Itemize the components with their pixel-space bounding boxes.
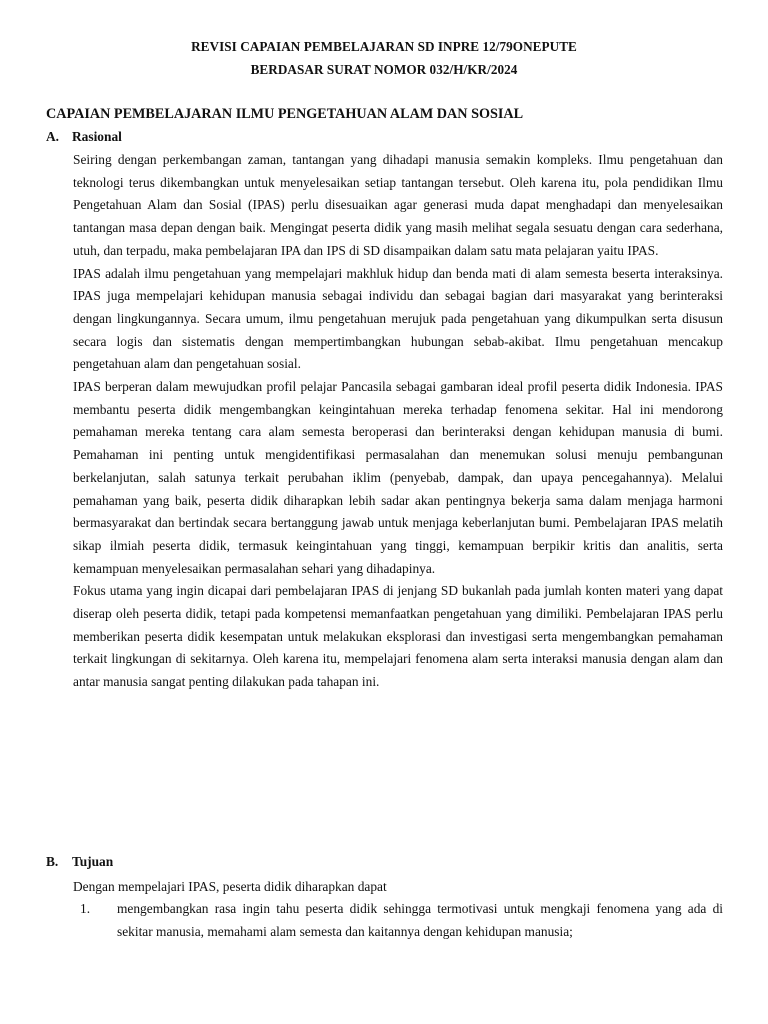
- paragraph: IPAS berperan dalam mewujudkan profil pelajar Pancasila sebagai gambaran ideal profil peserta didik Indonesia. IPAS membantu peserta didik mengembangkan keingintahuan mereka terhadap fenomena sekitar. Hal ini mendorong pemahaman mereka tentang cara alam semesta beroperasi dan berinteraksi dengan kehidupan manusia di bumi. Pemahaman ini penting untuk mengidentifikasi permasalahan dan menemukan solusi menuju pembangunan berkelanjutan, salah satunya terkait perubahan iklim (penyebab, dampak, dan upaya pencegahannya). Melalui pemahaman yang baik, peserta didik diharapkan lebih sadar akan pentingnya bekerja sama dalam menjaga harmoni bermasyarakat dan bertindak secara bertanggung jawab untuk menjaga keberlanjutan bumi. Pembelajaran IPAS melatih sikap ilmiah peserta didik, termasuk keingintahuan yang tinggi, kemampuan berpikir kritis dan analitis, serta kemampuan menyelesaikan permasalahan sehari yang dihadapinya.: [73, 379, 723, 576]
- section-title: CAPAIAN PEMBELAJARAN ILMU PENGETAHUAN ALAM DAN SOSIAL: [46, 106, 524, 122]
- rasional-body: [73, 149, 723, 694]
- tujuan-intro: Dengan mempelajari IPAS, peserta didik diharapkan dapat: [73, 879, 387, 894]
- subsection-heading-rasional: [46, 129, 122, 145]
- paragraph: Seiring dengan perkembangan zaman, tantangan yang dihadapi manusia semakin kompleks. Ilmu pengetahuan dan teknologi terus dikembangkan untuk menyelesaikan setiap tantangan tersebut. Oleh karena itu, pola pendidikan Ilmu Pengetahuan Alam dan Sosial (IPAS) perlu disesuaikan agar generasi muda dapat menghadapi dan menyelesaikan tantangan masa depan dengan baik. Mengingat peserta didik yang masih melihat segala sesuatu dengan cara sederhana, utuh, dan terpadu, maka pembelajaran IPA dan IPS di SD disampaikan dalam satu mata pelajaran yaitu IPAS.: [73, 152, 723, 258]
- subsection-title: Tujuan: [72, 854, 114, 869]
- document-title-line-2: BERDASAR SURAT NOMOR 032/H/KR/2024: [250, 62, 518, 77]
- subsection-title: Rasional: [72, 129, 122, 144]
- list-item-text: mengembangkan rasa ingin tahu peserta didik sehingga termotivasi untuk mengkaji fenomena yang ada di sekitar manusia, memahami alam semesta dan kaitannya dengan kehidupan manusia;: [117, 901, 723, 939]
- subsection-heading-tujuan: [46, 854, 113, 870]
- document-title-line-1: REVISI CAPAIAN PEMBELAJARAN SD INPRE 12/79ONEPUTE: [191, 39, 577, 54]
- list-item-number: 1.: [80, 901, 91, 916]
- paragraph: Fokus utama yang ingin dicapai dari pembelajaran IPAS di jenjang SD bukanlah pada jumlah konten materi yang dapat diserap oleh peserta didik, tetapi pada kompetensi memanfaatkan pengetahuan yang dimiliki. Pembelajaran IPAS perlu memberikan peserta didik kesempatan untuk melakukan eksplorasi dan investigasi serta mengembangkan pemahaman terkait lingkungan di sekitarnya. Oleh karena itu, mempelajari fenomena alam serta interaksi manusia dengan alam dan antar manusia sangat penting dilakukan pada tahapan ini.: [73, 583, 723, 690]
- subsection-letter: B.: [46, 854, 59, 869]
- subsection-letter: A.: [46, 129, 60, 144]
- paragraph: IPAS adalah ilmu pengetahuan yang mempelajari makhluk hidup dan benda mati di alam semesta beserta interaksinya. IPAS juga mempelajari kehidupan manusia sebagai individu dan sebagai bagian dari masyarakat yang berinteraksi dengan lingkungannya. Secara umum, ilmu pengetahuan merujuk pada pengetahuan yang dikumpulkan serta disusun secara logis dan sistematis dengan mempertimbangkan hubungan sebab-akibat. Ilmu pengetahuan mencakup pengetahuan alam dan pengetahuan sosial.: [73, 265, 723, 372]
